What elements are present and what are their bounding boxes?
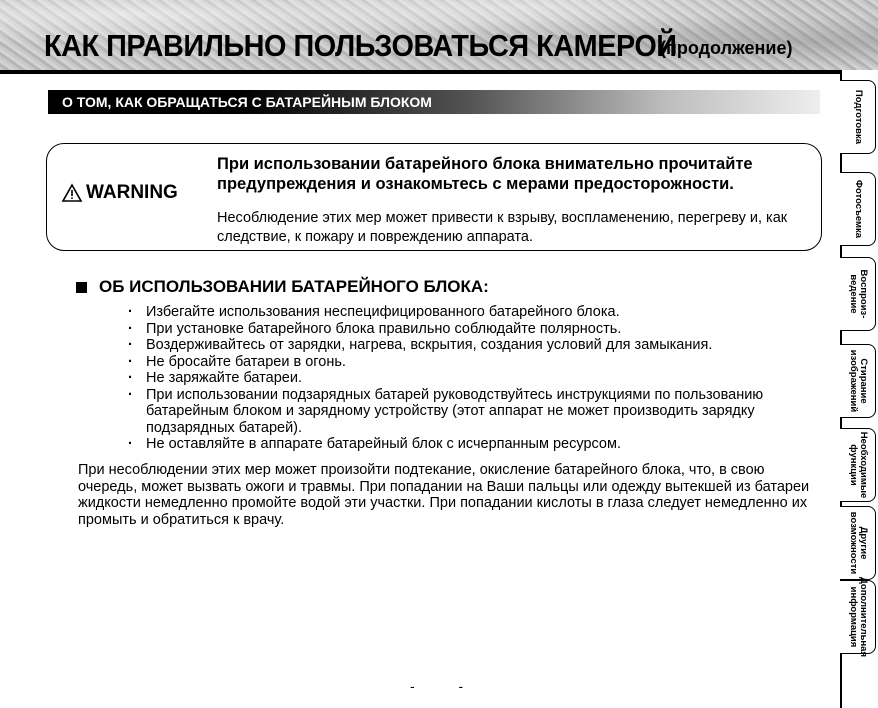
tab-shooting[interactable]: Фотосъемка [840,172,876,246]
list-item: · При установке батарейного блока правильно соблюдайте полярность. [128,321,818,338]
tab-playback[interactable]: Воспроиз- ведение [840,257,876,331]
warning-label-text: WARNING [86,182,178,203]
list-item: · Не заряжайте батареи. [128,370,818,387]
tab-functions[interactable]: Необходимые функции [840,428,876,502]
usage-paragraph: При несоблюдении этих мер может произойти подтекание, окисление батарейного блока, что, в свою очередь, может вызвать ожоги и травмы. При попадании на Ваши пальцы или одежду вытекшей из батареи жидкости немедленно промойте водой эти участки. При попадании кислоты в глаза следует немедленно их промыть и обратиться к врачу. [78,462,810,528]
usage-list [128,304,818,453]
header-divider [0,70,840,74]
warning-normal-text: Несоблюдение этих мер может привести к взрыву, воспламенению, перегреву и, как следствие, к пожару и повреждению аппарата. [217,210,788,245]
tab-erasing[interactable]: Стирание изображений [840,344,876,418]
page-subtitle: (продолжение) [660,38,793,58]
page-title: КАК ПРАВИЛЬНО ПОЛЬЗОВАТЬСЯ КАМЕРОЙ [44,28,677,63]
warning-label [61,182,178,204]
list-item: · Воздерживайтесь от зарядки, нагрева, вскрытия, создания условий для замыкания. [128,337,818,354]
square-bullet-icon [76,282,87,293]
warning-bold-text: При использовании батарейного блока внимательно прочитайте предупреждения и ознакомьтесь с мерами предосторожности. [217,155,753,193]
warning-triangle-icon [61,183,83,203]
tab-other[interactable]: Другие возможности [840,506,876,580]
list-item: · Не оставляйте в аппарате батарейный блок с исчерпанным ресурсом. [128,436,818,453]
list-item: · Избегайте использования неспецифицированного батарейного блока. [128,304,818,321]
warning-box [46,143,822,251]
tab-additional[interactable]: Дополнительная информация [840,580,876,654]
usage-heading [76,277,489,297]
list-item: · Не бросайте батареи в огонь. [128,354,818,371]
list-item: · При использовании подзарядных батарей руководствуйтесь инструкциями по пользованию батарейным блоком и зарядному устройству (этот аппарат не может производить зарядку подзарядных батарей). [128,387,818,437]
usage-heading-text: ОБ ИСПОЛЬЗОВАНИИ БАТАРЕЙНОГО БЛОКА: [99,277,489,296]
section-title: О ТОМ, КАК ОБРАЩАТЬСЯ С БАТАРЕЙНЫМ БЛОКОМ [62,94,432,110]
section-title-bar [48,90,820,114]
tab-preparation[interactable]: Подготовка [840,80,876,154]
header-banner [0,0,878,70]
page-number: - - [410,678,484,694]
